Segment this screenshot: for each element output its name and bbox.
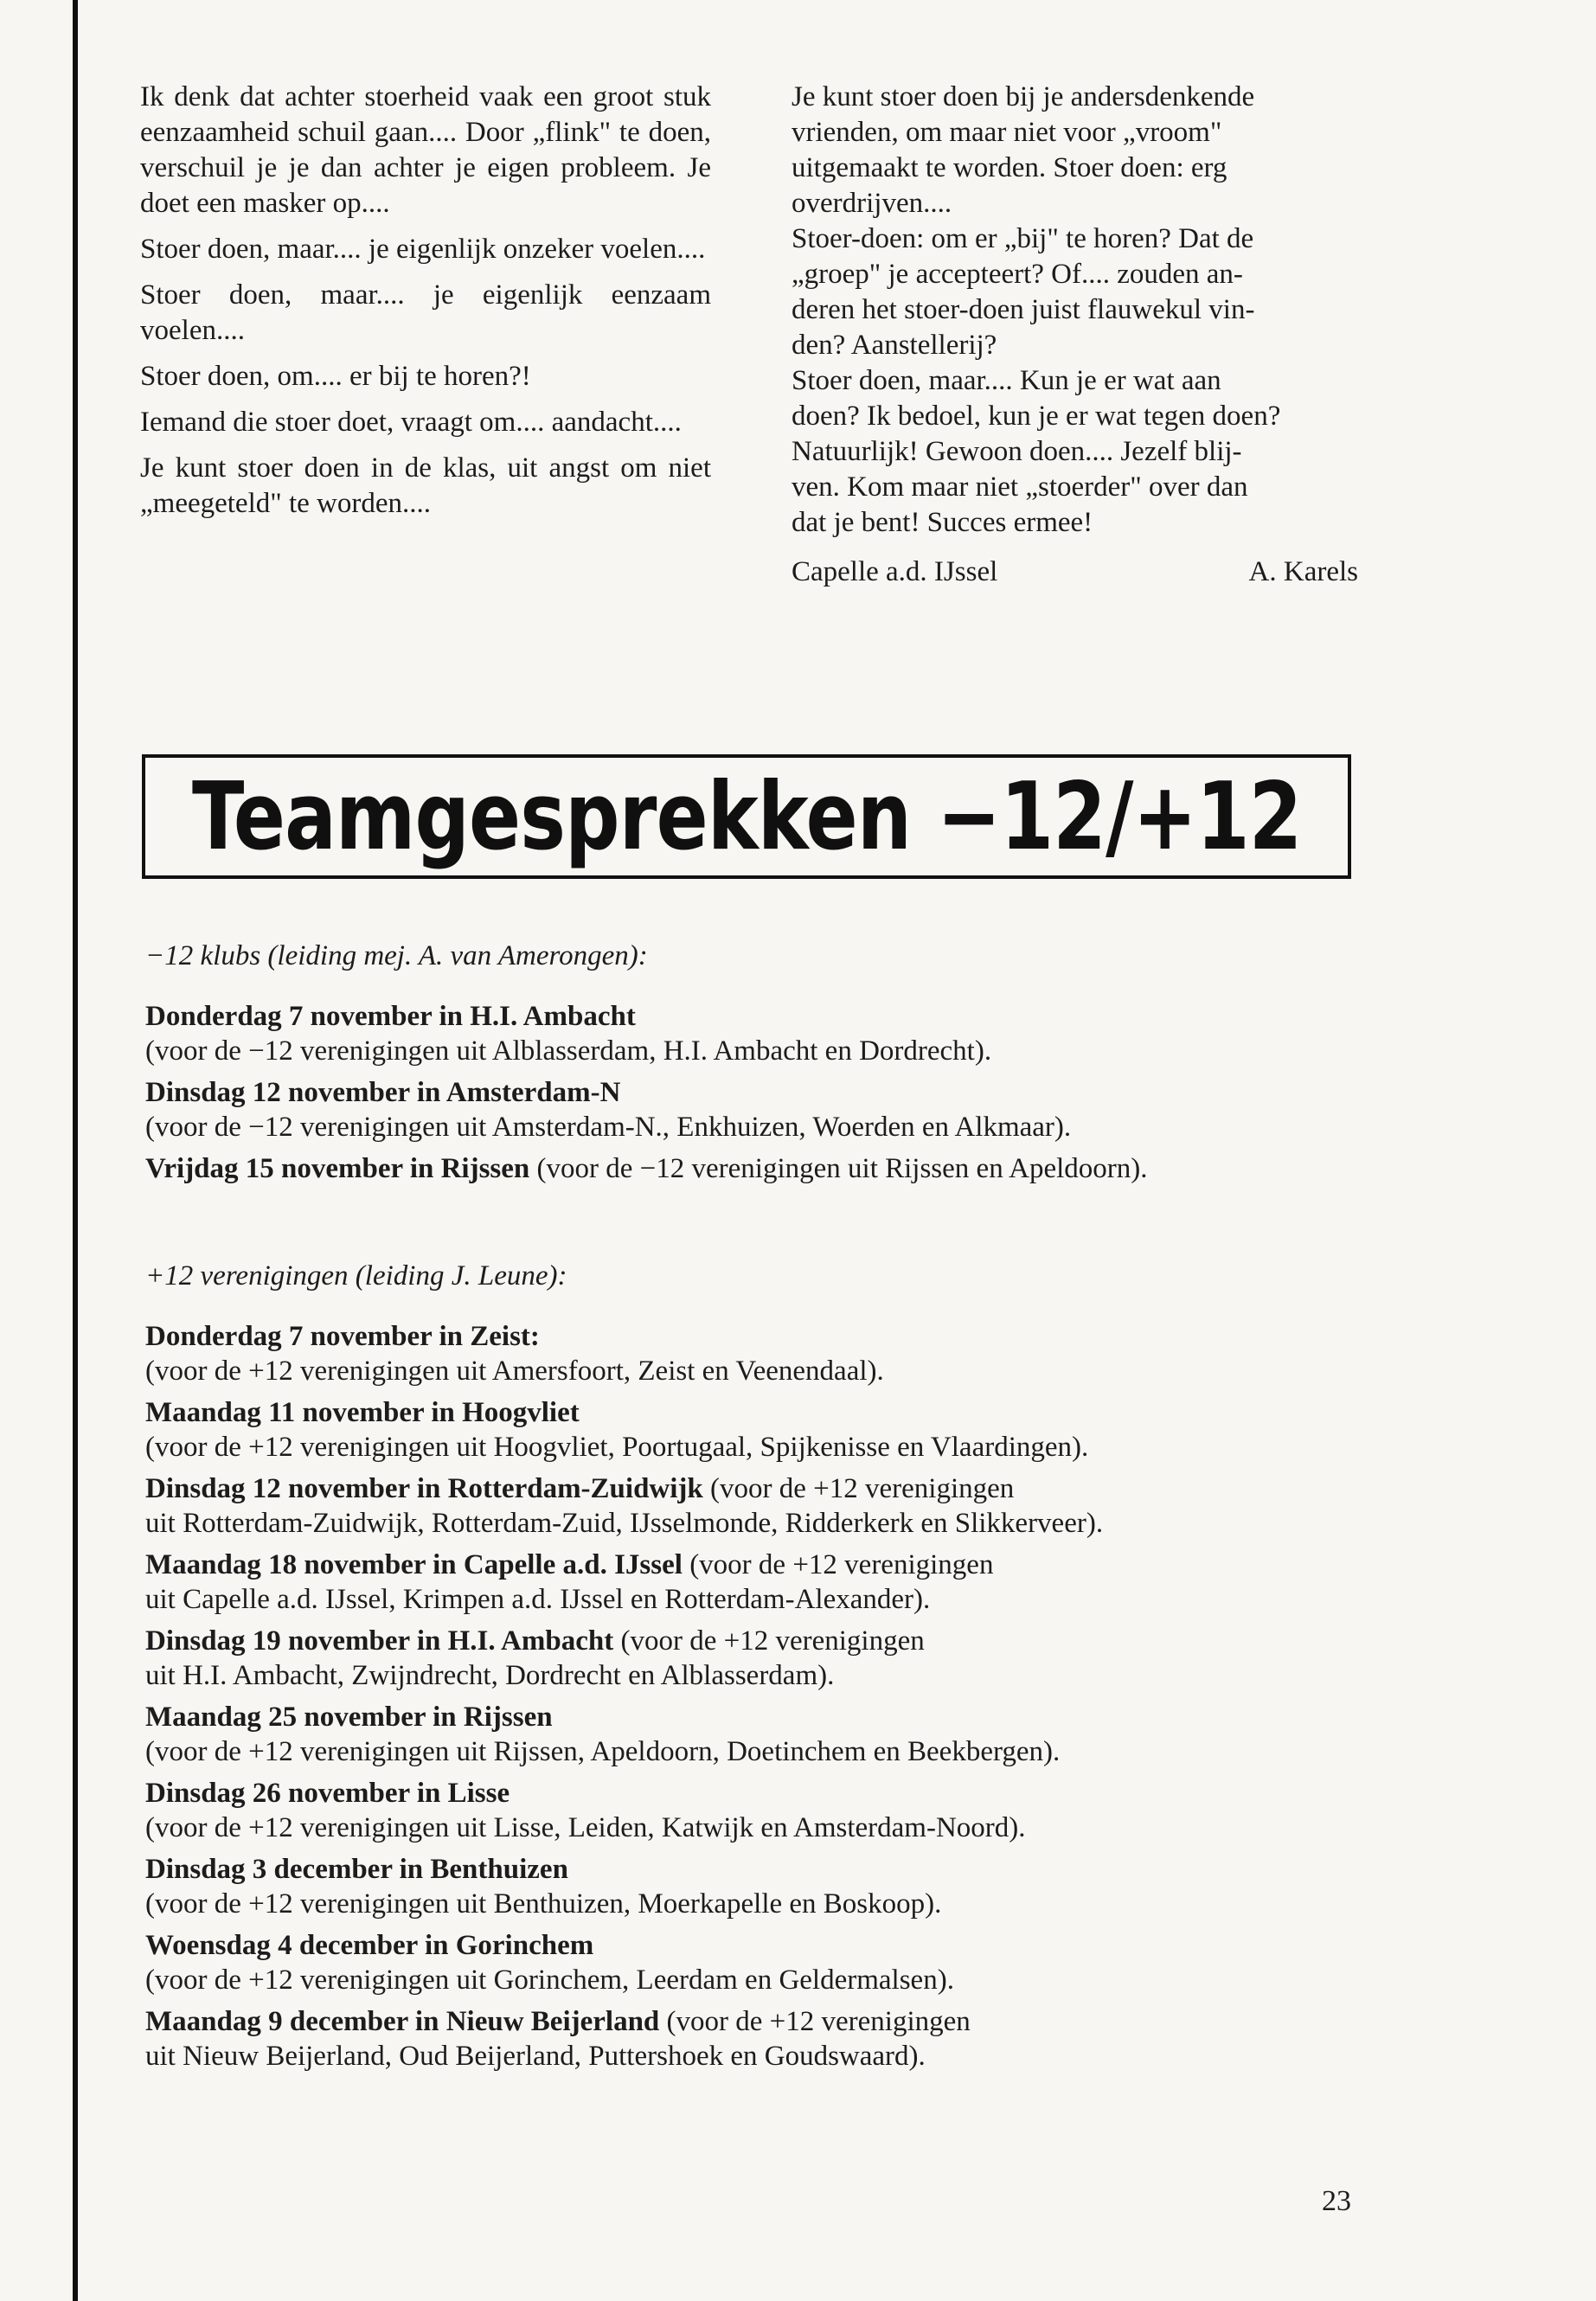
entry-date: Donderdag 7 november in Zeist: <box>145 1321 540 1352</box>
signature-place: Capelle a.d. IJssel <box>792 556 998 587</box>
entry-inline-text: (voor de +12 verenigingen <box>702 1473 1015 1504</box>
entry-detail: (voor de +12 verenigingen uit Rijssen, Apeldoorn, Doetinchem en Beekbergen). <box>145 1736 1061 1767</box>
entry-inline-text: (voor de −12 verenigingen uit Rijssen en Apeldoorn). <box>529 1153 1148 1184</box>
schedule-entry <box>145 1548 1374 1617</box>
section-title: Teamgesprekken −12/+12 <box>192 762 1302 871</box>
entry-first-line <box>145 1852 1374 1887</box>
article-paragraph: Je kunt stoer doen in de klas, uit angst om niet „meegeteld" te worden.... <box>140 452 711 519</box>
article-paragraph: Iemand die stoer doet, vraagt om.... aandacht.... <box>140 407 682 438</box>
entry-date: Maandag 18 november in Capelle a.d. IJssel <box>145 1549 683 1580</box>
entry-date: Vrijdag 15 november in Rijssen <box>145 1153 530 1184</box>
schedule-entry <box>145 2004 1374 2073</box>
article-right-column <box>792 80 1358 590</box>
page-edge-rule <box>73 0 78 2301</box>
article-line: Stoer doen, maar.... Kun je er wat aan <box>792 365 1221 396</box>
schedule-entry <box>145 1471 1374 1541</box>
entry-detail: uit H.I. Ambacht, Zwijndrecht, Dordrecht en Alblasserdam). <box>145 1660 835 1691</box>
entry-detail: (voor de +12 verenigingen uit Amersfoort, Zeist en Veenendaal). <box>145 1356 884 1387</box>
entry-inline-text: (voor de +12 verenigingen <box>613 1625 925 1657</box>
section-title-box <box>142 754 1351 879</box>
article-left-column <box>140 80 711 532</box>
article-line: doen? Ik bedoel, kun je er wat tegen doen? <box>792 401 1281 432</box>
entry-date: Dinsdag 26 november in Lisse <box>145 1778 510 1809</box>
article-line: Natuurlijk! Gewoon doen.... Jezelf blij- <box>792 436 1242 467</box>
entry-date: Dinsdag 19 november in H.I. Ambacht <box>145 1625 614 1657</box>
signature-author: A. Karels <box>1248 556 1358 587</box>
entry-first-line <box>145 1075 1374 1110</box>
entry-date: Dinsdag 3 december in Benthuizen <box>145 1854 568 1885</box>
entry-detail: (voor de −12 verenigingen uit Alblasserdam, H.I. Ambacht en Dordrecht). <box>145 1035 992 1067</box>
entry-first-line <box>145 1395 1374 1430</box>
plus12-schedule <box>145 1259 1374 2080</box>
min12-schedule <box>145 939 1374 1193</box>
article-paragraph: Ik denk dat achter stoerheid vaak een groot stuk eenzaamheid schuil gaan.... Door „flink" te doen, verschuil je je dan achter je eigen probleem. Je doet een masker op.... <box>140 81 711 219</box>
article-line: ven. Kom maar niet „stoerder" over dan <box>792 471 1248 503</box>
entry-date: Dinsdag 12 november in Rotterdam-Zuidwijk <box>145 1473 703 1504</box>
entry-detail: uit Nieuw Beijerland, Oud Beijerland, Puttershoek en Goudswaard). <box>145 2041 926 2072</box>
entry-first-line <box>145 1700 1374 1734</box>
entry-detail: (voor de +12 verenigingen uit Gorinchem, Leerdam en Geldermalsen). <box>145 1965 954 1996</box>
schedule-entry <box>145 1928 1374 1997</box>
entry-detail: (voor de +12 verenigingen uit Benthuizen, Moerkapelle en Boskoop). <box>145 1888 942 1920</box>
entry-first-line <box>145 1471 1374 1506</box>
schedule-entry <box>145 1151 1374 1186</box>
entry-first-line <box>145 2004 1374 2039</box>
entry-inline-text: (voor de +12 verenigingen <box>682 1549 994 1580</box>
entry-detail: uit Capelle a.d. IJssel, Krimpen a.d. IJssel en Rotterdam-Alexander). <box>145 1584 931 1615</box>
entry-date: Dinsdag 12 november in Amsterdam-N <box>145 1077 621 1108</box>
article-line: uitgemaakt te worden. Stoer doen: erg <box>792 152 1227 183</box>
entry-first-line <box>145 1624 1374 1658</box>
article-line: den? Aanstellerij? <box>792 330 997 361</box>
entry-first-line <box>145 999 1374 1034</box>
entry-first-line <box>145 1151 1374 1186</box>
page-number: 23 <box>1322 2185 1351 2217</box>
article-line: Je kunt stoer doen bij je andersdenkende <box>792 81 1255 112</box>
entry-date: Donderdag 7 november in H.I. Ambacht <box>145 1001 636 1032</box>
schedule-entry <box>145 1395 1374 1465</box>
article-line: dat je bent! Succes ermee! <box>792 507 1093 538</box>
schedule-entry <box>145 1624 1374 1693</box>
schedule-entry <box>145 1852 1374 1921</box>
schedule-entry <box>145 999 1374 1068</box>
entry-detail: (voor de +12 verenigingen uit Lisse, Leiden, Katwijk en Amsterdam-Noord). <box>145 1812 1026 1843</box>
article-paragraph: Stoer doen, om.... er bij te horen?! <box>140 361 531 392</box>
schedule-entry <box>145 1776 1374 1845</box>
min12-heading: −12 klubs (leiding mej. A. van Amerongen): <box>145 940 648 971</box>
entry-first-line <box>145 1319 1374 1354</box>
entry-detail: uit Rotterdam-Zuidwijk, Rotterdam-Zuid, IJsselmonde, Ridderkerk en Slikkerveer). <box>145 1508 1104 1539</box>
article-line: „groep" je accepteert? Of.... zouden an- <box>792 259 1243 290</box>
entry-detail: (voor de +12 verenigingen uit Hoogvliet, Poortugaal, Spijkenisse en Vlaardingen). <box>145 1432 1089 1463</box>
article-line: vrienden, om maar niet voor „vroom" <box>792 117 1222 148</box>
article-paragraph: Stoer doen, maar.... je eigenlijk onzeker voelen.... <box>140 234 706 265</box>
entry-inline-text: (voor de +12 verenigingen <box>659 2006 971 2037</box>
article-signature <box>792 554 1358 590</box>
entry-first-line <box>145 1776 1374 1811</box>
entry-first-line <box>145 1928 1374 1963</box>
article-paragraph: Stoer doen, maar.... je eigenlijk eenzaam voelen.... <box>140 279 711 346</box>
article-line: Stoer-doen: om er „bij" te horen? Dat de <box>792 223 1254 254</box>
entry-detail: (voor de −12 verenigingen uit Amsterdam-N., Enkhuizen, Woerden en Alkmaar). <box>145 1112 1072 1143</box>
entry-date: Maandag 9 december in Nieuw Beijerland <box>145 2006 660 2037</box>
article-line: deren het stoer-doen juist flauwekul vin- <box>792 294 1255 325</box>
schedule-entry <box>145 1319 1374 1388</box>
entry-date: Maandag 11 november in Hoogvliet <box>145 1397 580 1428</box>
plus12-heading: +12 verenigingen (leiding J. Leune): <box>145 1260 567 1292</box>
entry-first-line <box>145 1548 1374 1582</box>
entry-date: Maandag 25 november in Rijssen <box>145 1702 553 1733</box>
schedule-entry <box>145 1075 1374 1144</box>
article-line: overdrijven.... <box>792 188 952 219</box>
entry-date: Woensdag 4 december in Gorinchem <box>145 1930 594 1961</box>
schedule-entry <box>145 1700 1374 1769</box>
